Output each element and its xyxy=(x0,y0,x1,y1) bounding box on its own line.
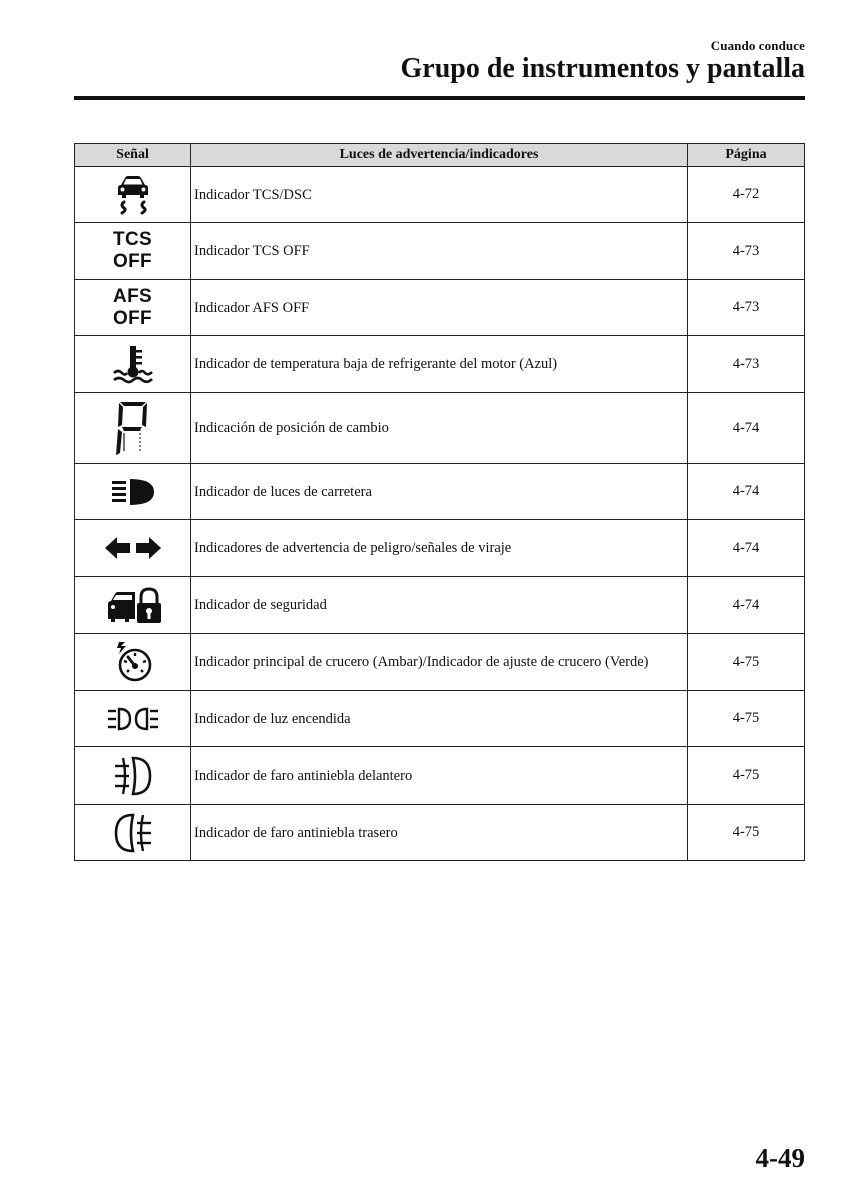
signal-cell xyxy=(75,520,191,577)
icon-text-line: OFF xyxy=(113,307,152,329)
table-row xyxy=(75,167,805,223)
description-cell: Indicador de seguridad xyxy=(191,577,688,634)
indicator-table xyxy=(74,143,805,861)
table-row xyxy=(75,577,805,634)
page-cell: 4-74 xyxy=(688,393,805,464)
description-cell: Indicador de faro antiniebla delantero xyxy=(191,747,688,805)
description-cell: Indicador de luz encendida xyxy=(191,691,688,747)
description-cell: Indicador de temperatura baja de refrigerante del motor (Azul) xyxy=(191,336,688,393)
icon-text-line: OFF xyxy=(113,251,152,272)
icon-text-line: AFS xyxy=(113,285,152,307)
description-cell: Indicador TCS/DSC xyxy=(191,167,688,223)
page-cell: 4-74 xyxy=(688,464,805,520)
table-row xyxy=(75,464,805,520)
title-rule xyxy=(74,96,805,100)
signal-cell xyxy=(75,336,191,393)
gear-position-p-icon xyxy=(114,399,152,457)
security-car-lock-icon xyxy=(105,585,161,625)
description-cell: Indicador TCS OFF xyxy=(191,223,688,280)
page-cell: 4-74 xyxy=(688,520,805,577)
table-row xyxy=(75,336,805,393)
table-row xyxy=(75,280,805,336)
page-cell: 4-73 xyxy=(688,280,805,336)
signal-cell xyxy=(75,464,191,520)
cruise-control-speedometer-icon xyxy=(111,640,155,684)
table-row xyxy=(75,691,805,747)
description-cell: Indicación de posición de cambio xyxy=(191,393,688,464)
table-header-row xyxy=(75,144,805,167)
signal-cell xyxy=(75,577,191,634)
section-label: Cuando conduce xyxy=(710,38,805,53)
signal-cell xyxy=(75,747,191,805)
description-cell: Indicador de luces de carretera xyxy=(191,464,688,520)
icon-text-line: TCS xyxy=(113,229,152,250)
description-cell: Indicador AFS OFF xyxy=(191,280,688,336)
description-cell: Indicadores de advertencia de peligro/señales de viraje xyxy=(191,520,688,577)
table-row xyxy=(75,223,805,280)
signal-cell xyxy=(75,393,191,464)
column-header-signal: Señal xyxy=(75,144,191,167)
signal-cell xyxy=(75,691,191,747)
page-number: 4-49 xyxy=(755,1143,805,1173)
column-header-page: Página xyxy=(688,144,805,167)
signal-cell xyxy=(75,805,191,861)
page-title: Grupo de instrumentos y pantalla xyxy=(400,53,805,84)
page-cell: 4-75 xyxy=(688,691,805,747)
table-row xyxy=(75,805,805,861)
front-fog-light-icon xyxy=(113,754,153,798)
description-cell: Indicador principal de crucero (Ambar)/Indicador de ajuste de crucero (Verde) xyxy=(191,634,688,691)
column-header-lights: Luces de advertencia/indicadores xyxy=(191,144,688,167)
lights-on-icon xyxy=(106,705,160,733)
afs-off-text-icon xyxy=(75,286,190,330)
rear-fog-light-icon xyxy=(113,811,153,855)
tcs-dsc-skid-car-icon xyxy=(111,173,155,217)
coolant-temperature-icon xyxy=(111,344,155,384)
table-row xyxy=(75,634,805,691)
signal-cell xyxy=(75,167,191,223)
table-row xyxy=(75,393,805,464)
page-cell: 4-73 xyxy=(688,223,805,280)
page-cell: 4-75 xyxy=(688,805,805,861)
page-cell: 4-75 xyxy=(688,747,805,805)
table-row xyxy=(75,747,805,805)
signal-cell xyxy=(75,280,191,336)
signal-cell xyxy=(75,223,191,280)
page-cell: 4-74 xyxy=(688,577,805,634)
high-beam-icon xyxy=(110,477,156,507)
signal-cell xyxy=(75,634,191,691)
tcs-off-text-icon xyxy=(75,229,190,273)
description-cell: Indicador de faro antiniebla trasero xyxy=(191,805,688,861)
turn-signal-arrows-icon xyxy=(103,535,163,561)
page-cell: 4-73 xyxy=(688,336,805,393)
page-cell: 4-72 xyxy=(688,167,805,223)
page-cell: 4-75 xyxy=(688,634,805,691)
table-row xyxy=(75,520,805,577)
